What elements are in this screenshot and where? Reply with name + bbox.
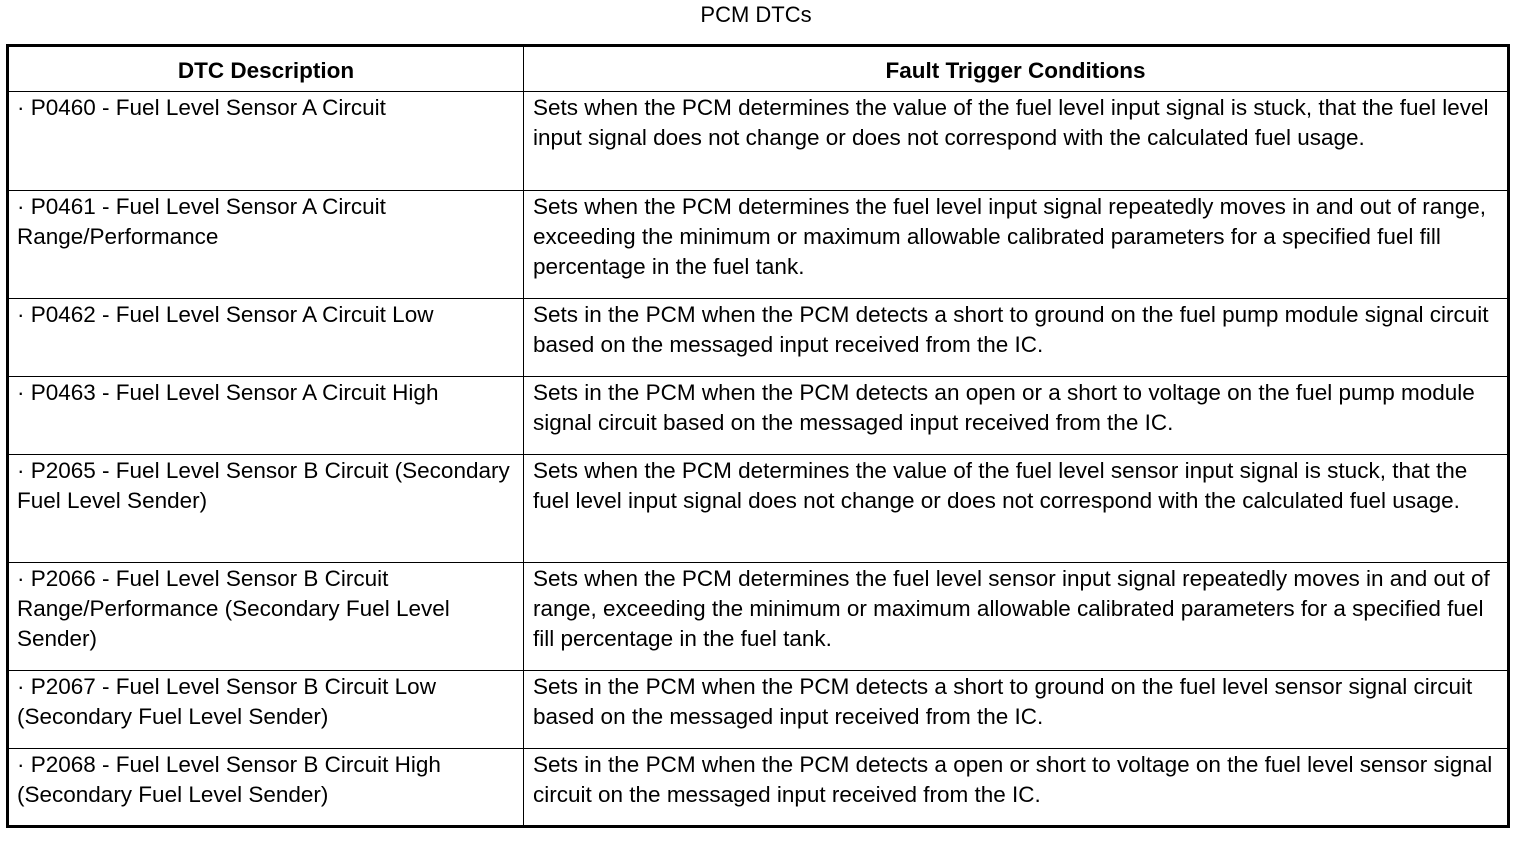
fault-condition-cell: Sets when the PCM determines the value of the fuel level input signal is stuck, that the fuel level input signal does not change or does not correspond with the calculated fuel usage. [524, 92, 1509, 191]
fault-condition-cell: Sets when the PCM determines the fuel level input signal repeatedly moves in and out of range, exceeding the minimum or maximum allowable calibrated parameters for a specified fuel fill percentage in the fuel tank. [524, 191, 1509, 299]
table-row [8, 299, 1509, 377]
dtc-description-cell: · P0460 - Fuel Level Sensor A Circuit [8, 92, 524, 191]
dtc-description-cell: · P2068 - Fuel Level Sensor B Circuit High (Secondary Fuel Level Sender) [8, 749, 524, 827]
table-row [8, 191, 1509, 299]
table-row [8, 377, 1509, 455]
header-dtc-description: DTC Description [8, 46, 524, 92]
fault-condition-cell: Sets when the PCM determines the fuel level sensor input signal repeatedly moves in and out of range, exceeding the minimum or maximum allowable calibrated parameters for a specified fuel fill percentage in the fuel tank. [524, 563, 1509, 671]
dtc-description-cell: · P0462 - Fuel Level Sensor A Circuit Low [8, 299, 524, 377]
fault-condition-cell: Sets in the PCM when the PCM detects a short to ground on the fuel pump module signal circuit based on the messaged input received from the IC. [524, 299, 1509, 377]
dtc-description-cell: · P0463 - Fuel Level Sensor A Circuit High [8, 377, 524, 455]
fault-condition-cell: Sets when the PCM determines the value of the fuel level sensor input signal is stuck, that the fuel level input signal does not change or does not correspond with the calculated fuel usage. [524, 455, 1509, 563]
dtc-description-cell: · P2066 - Fuel Level Sensor B Circuit Range/Performance (Secondary Fuel Level Sender) [8, 563, 524, 671]
table-row [8, 92, 1509, 191]
table-row [8, 455, 1509, 563]
table-header-row [8, 46, 1509, 92]
fault-condition-cell: Sets in the PCM when the PCM detects a open or short to voltage on the fuel level sensor signal circuit on the messaged input received from the IC. [524, 749, 1509, 827]
dtc-description-cell: · P2067 - Fuel Level Sensor B Circuit Low (Secondary Fuel Level Sender) [8, 671, 524, 749]
table-row [8, 749, 1509, 827]
dtc-description-cell: · P2065 - Fuel Level Sensor B Circuit (Secondary Fuel Level Sender) [8, 455, 524, 563]
table-row [8, 671, 1509, 749]
table-row [8, 563, 1509, 671]
header-fault-trigger-conditions: Fault Trigger Conditions [524, 46, 1509, 92]
fault-condition-cell: Sets in the PCM when the PCM detects an open or a short to voltage on the fuel pump module signal circuit based on the messaged input received from the IC. [524, 377, 1509, 455]
table-title: PCM DTCs [700, 2, 812, 27]
dtc-description-cell: · P0461 - Fuel Level Sensor A Circuit Range/Performance [8, 191, 524, 299]
dtc-table [6, 44, 1510, 828]
fault-condition-cell: Sets in the PCM when the PCM detects a short to ground on the fuel level sensor signal circuit based on the messaged input received from the IC. [524, 671, 1509, 749]
